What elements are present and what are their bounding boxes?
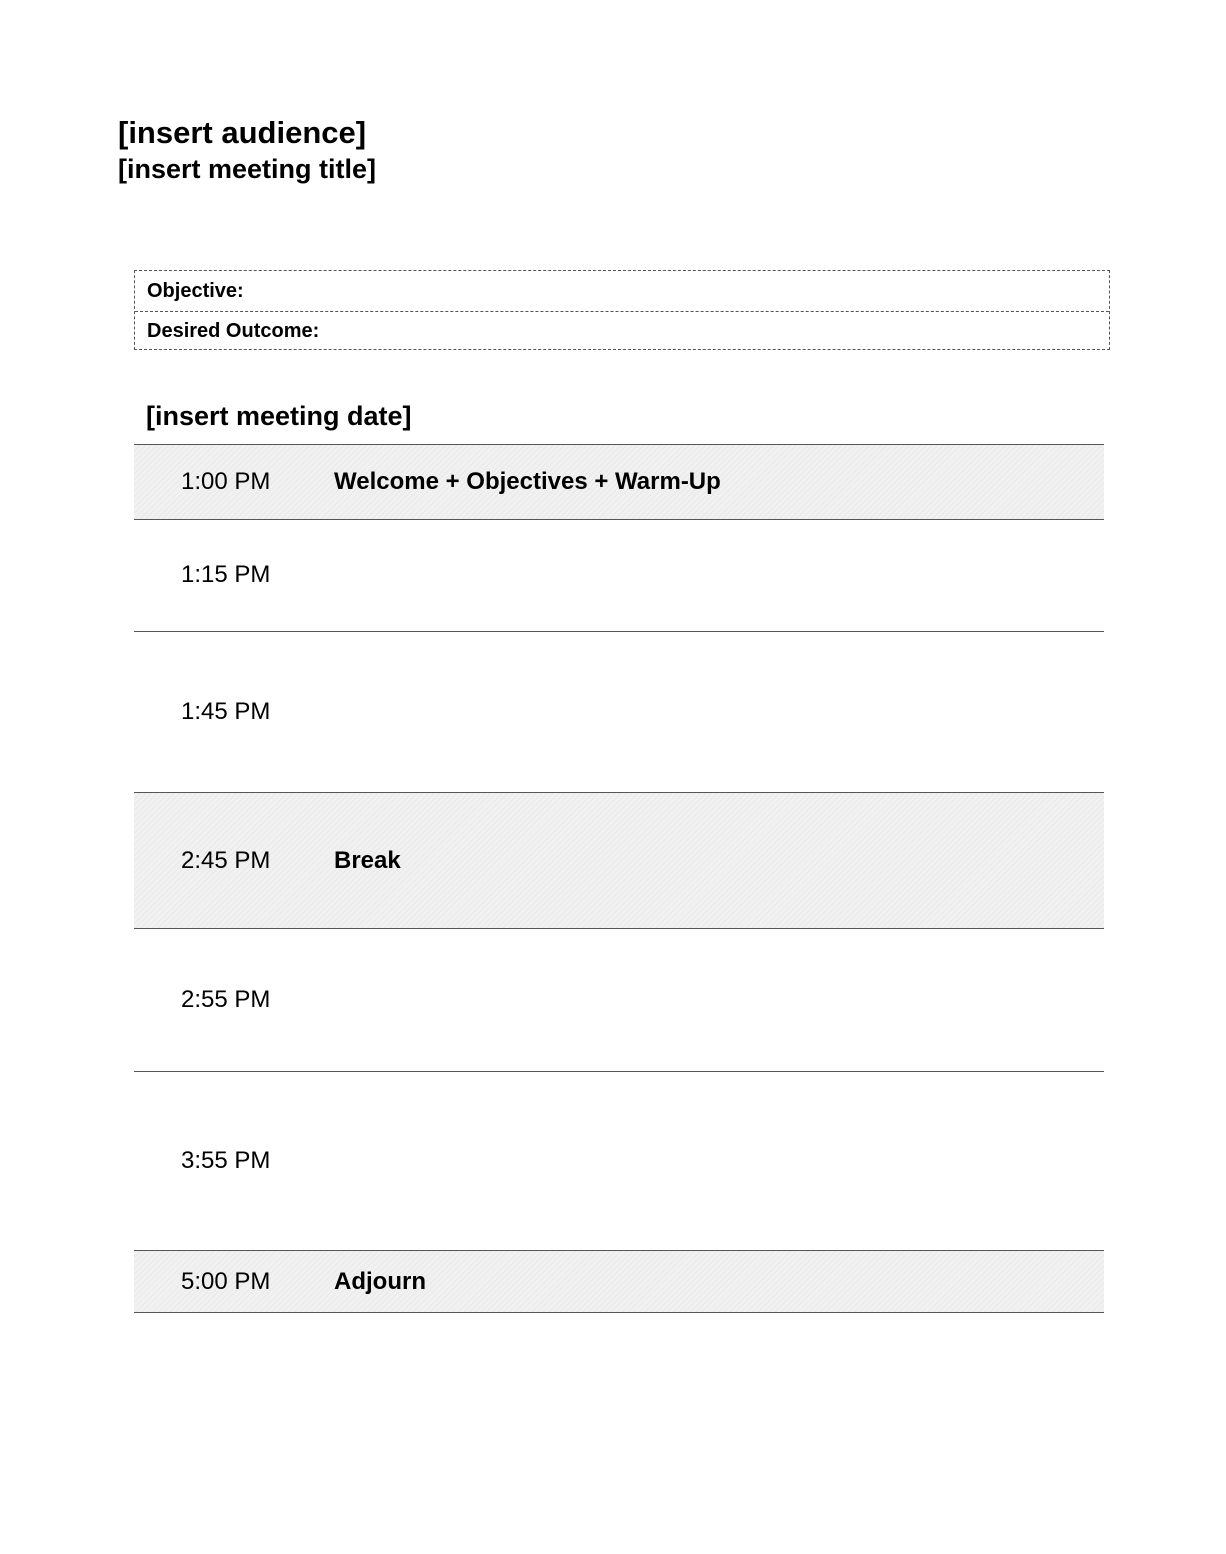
agenda-row xyxy=(134,793,1104,929)
agenda-row xyxy=(134,445,1104,520)
agenda-row xyxy=(134,929,1104,1072)
agenda-time: 1:45 PM xyxy=(181,698,271,725)
objectives-box xyxy=(134,270,1110,350)
agenda-time: 5:00 PM xyxy=(181,1267,271,1295)
desired-outcome-label: Desired Outcome: xyxy=(147,320,320,342)
agenda-item: Break xyxy=(334,846,401,874)
objective-label: Objective: xyxy=(147,279,244,302)
agenda-item: Adjourn xyxy=(334,1267,426,1295)
agenda-time: 2:45 PM xyxy=(181,846,271,874)
agenda-time: 2:55 PM xyxy=(181,986,271,1013)
agenda-row xyxy=(134,632,1104,793)
meeting-date: [insert meeting date] xyxy=(146,401,412,431)
audience-heading: [insert audience] xyxy=(118,115,367,150)
agenda-item: Welcome + Objectives + Warm-Up xyxy=(334,468,721,495)
agenda-row xyxy=(134,1072,1104,1251)
desired-outcome-row xyxy=(135,311,1109,351)
meeting-title: [insert meeting title] xyxy=(118,154,377,184)
agenda-time: 3:55 PM xyxy=(181,1147,271,1174)
objective-row xyxy=(135,271,1109,311)
agenda-time: 1:15 PM xyxy=(181,560,271,588)
agenda-time: 1:00 PM xyxy=(181,468,271,495)
document-header xyxy=(118,114,376,186)
agenda-row xyxy=(134,1251,1104,1313)
agenda-table xyxy=(134,444,1104,1313)
agenda-row xyxy=(134,520,1104,632)
